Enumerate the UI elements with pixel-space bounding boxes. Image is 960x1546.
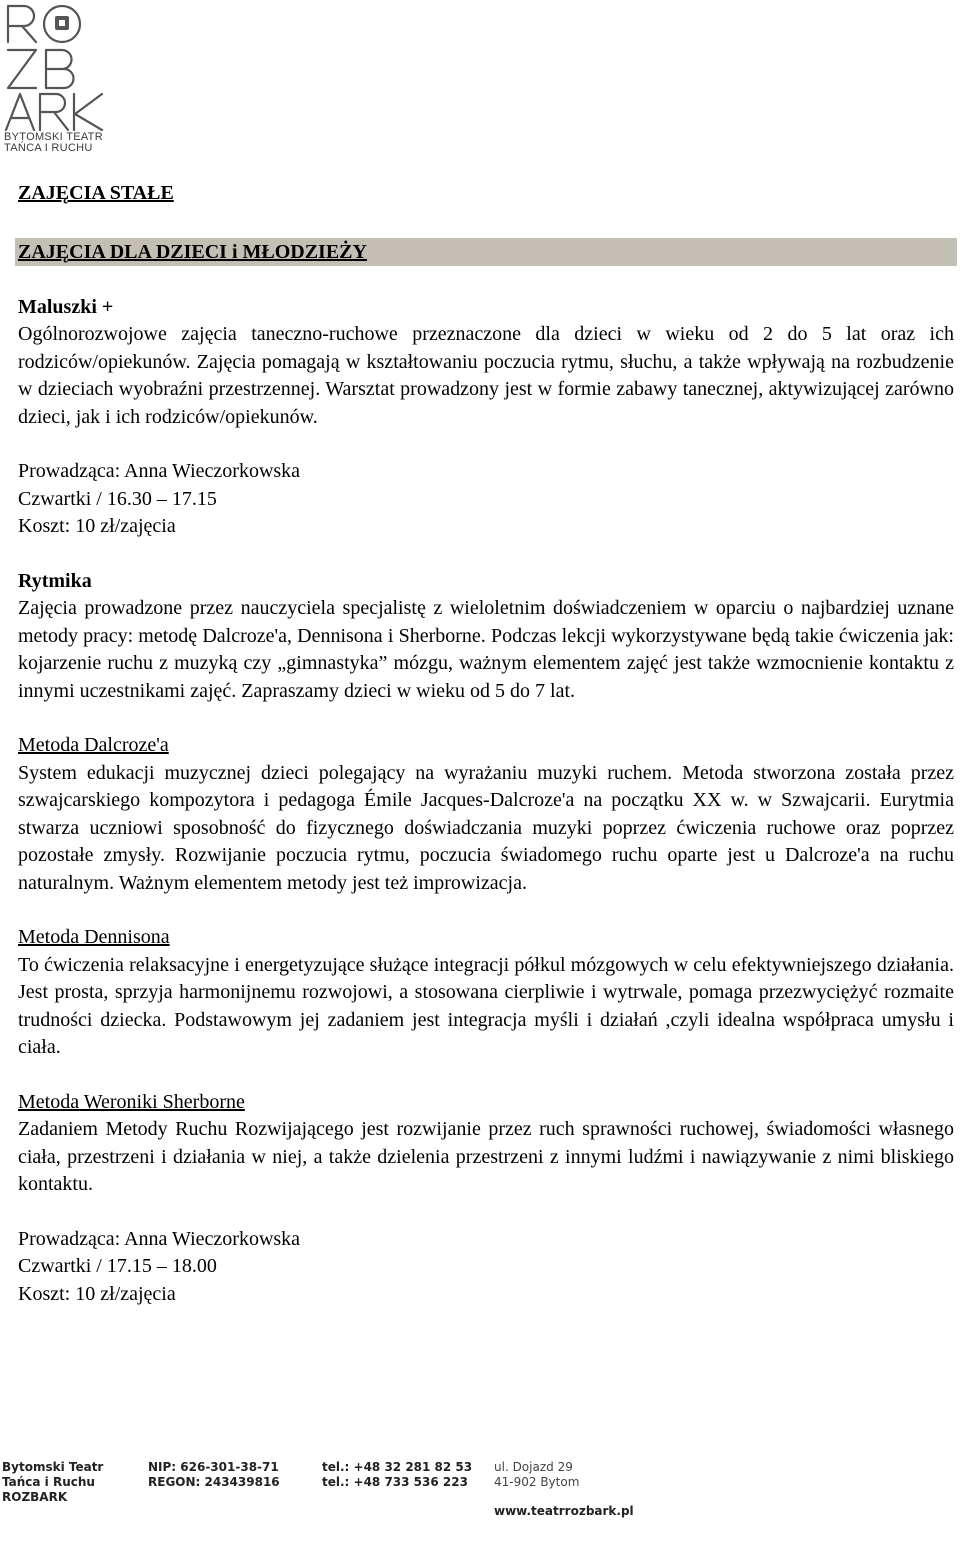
logo-letters-graphic	[2, 2, 106, 132]
rytmika-cost: Koszt: 10 zł/zajęcia	[18, 1282, 176, 1305]
footer-phone-1: tel.: +48 32 281 82 53	[322, 1460, 473, 1474]
footer-org-line3: ROZBARK	[2, 1490, 68, 1504]
footer-regon: REGON: 243439816	[148, 1475, 280, 1489]
footer-registry	[148, 1460, 280, 1490]
section-band	[15, 238, 957, 266]
maluszki-title: Maluszki +	[18, 295, 114, 318]
footer-address	[494, 1460, 579, 1490]
footer-nip: NIP: 626-301-38-71	[148, 1460, 279, 1474]
logo-caption-line1: BYTOMSKI TEATR	[4, 131, 103, 143]
theatre-logo	[2, 2, 106, 170]
dalcroze-title: Metoda Dalcroze'a	[18, 734, 169, 756]
dennison-description: To ćwiczenia relaksacyjne i energetyzujące służące integracji półkul mózgowych w celu efektywniejszego działania. Jest prosta, sprzyja harmonijnemu rozwojowi, a stosowana cierpliwie i wytrwale, pomaga przezwyciężyć rozmaite trudności dziecka. Podstawowym jej zadaniem jest integracja myśli i działań ,czyli idealna współpraca umysłu i ciała.	[18, 953, 954, 1058]
rytmika-description: Zajęcia prowadzone przez nauczyciela specjalistę z wieloletnim doświadczeniem w oparciu o najbardziej uznane metody pracy: metodę Dalcroze'a, Dennisona i Sherborne. Podczas lekcji wykorzystywane będą takie ćwiczenia jak: kojarzenie ruchu z muzyką czy „gimnastyka” mózgu, ważnym elementem zajęć jest także wzmocnienie kontaktu z innymi uczestnikami zajęć. Zapraszamy dzieci w wieku od 5 do 7 lat.	[18, 597, 954, 702]
footer-org-line1: Bytomski Teatr	[2, 1460, 104, 1474]
footer-street: ul. Dojazd 29	[494, 1460, 573, 1474]
sherborne-title: Metoda Weroniki Sherborne	[18, 1090, 245, 1113]
maluszki-cost: Koszt: 10 zł/zajęcia	[18, 515, 176, 537]
footer-website-link[interactable]: www.teatrrozbark.pl	[494, 1504, 634, 1518]
sherborne-description: Zadaniem Metody Ruchu Rozwijającego jest rozwijanie przez ruch sprawności ruchowej, świadomości własnego ciała, przestrzeni i działania w niej, a także dzielenia przestrzeni z innymi ludźmi i nawiązywanie z nimi bliskiego kontaktu.	[18, 1118, 954, 1195]
rytmika-title: Rytmika	[18, 569, 92, 592]
dennison-title: Metoda Dennisona	[18, 926, 170, 948]
logo-caption-line2: TAŃCA I RUCHU	[4, 142, 93, 154]
maluszki-leader: Prowadząca: Anna Wieczorkowska	[18, 460, 301, 482]
maluszki-schedule: Czwartki / 16.30 – 17.15	[18, 487, 217, 510]
footer-city: 41-902 Bytom	[494, 1475, 580, 1489]
rytmika-leader: Prowadząca: Anna Wieczorkowska	[18, 1227, 301, 1250]
rytmika-schedule: Czwartki / 17.15 – 18.00	[18, 1255, 217, 1277]
footer-organization	[2, 1460, 103, 1505]
maluszki-description: Ogólnorozwojowe zajęcia taneczno-ruchowe przeznaczone dla dzieci w wieku od 2 do 5 lat oraz ich rodziców/opiekunów. Zajęcia pomagają w kształtowaniu poczucia rytmu, słuchu, a także wpływają na rozbudzenie w dzieciach wyobraźni przestrzennej. Warsztat prowadzony jest w formie zabawy tanecznej, aktywizującej zarówno dzieci, jak i ich rodziców/opiekunów.	[18, 323, 954, 428]
footer-phone-2: tel.: +48 733 536 223	[322, 1475, 468, 1489]
page-heading: ZAJĘCIA STAŁE	[18, 182, 174, 204]
document-body	[18, 180, 954, 1308]
footer-phones	[322, 1460, 472, 1490]
dalcroze-description: System edukacji muzycznej dzieci polegający na wyrażaniu muzyki ruchem. Metoda stworzona została przez szwajcarskiego kompozytora i pedagoga Émile Jacques-Dalcroze'a na początku XX w. w Szwajcarii. Eurytmia stwarza uczniowi sposobność do fizycznego doświadczania muzyki poprzez ćwiczenia ruchowe oraz poprzez pozostałe zmysły. Rozwijanie poczucia rytmu, poczucia świadomego ruchu oparte jest u Dalcroze'a na ruchu naturalnym. Ważnym elementem metody jest też improwizacja.	[18, 761, 954, 894]
footer-org-line2: Tańca i Ruchu	[2, 1475, 95, 1489]
section-band-title: ZAJĘCIA DLA DZIECI i MŁODZIEŻY	[18, 240, 367, 263]
page-footer	[0, 1450, 960, 1546]
